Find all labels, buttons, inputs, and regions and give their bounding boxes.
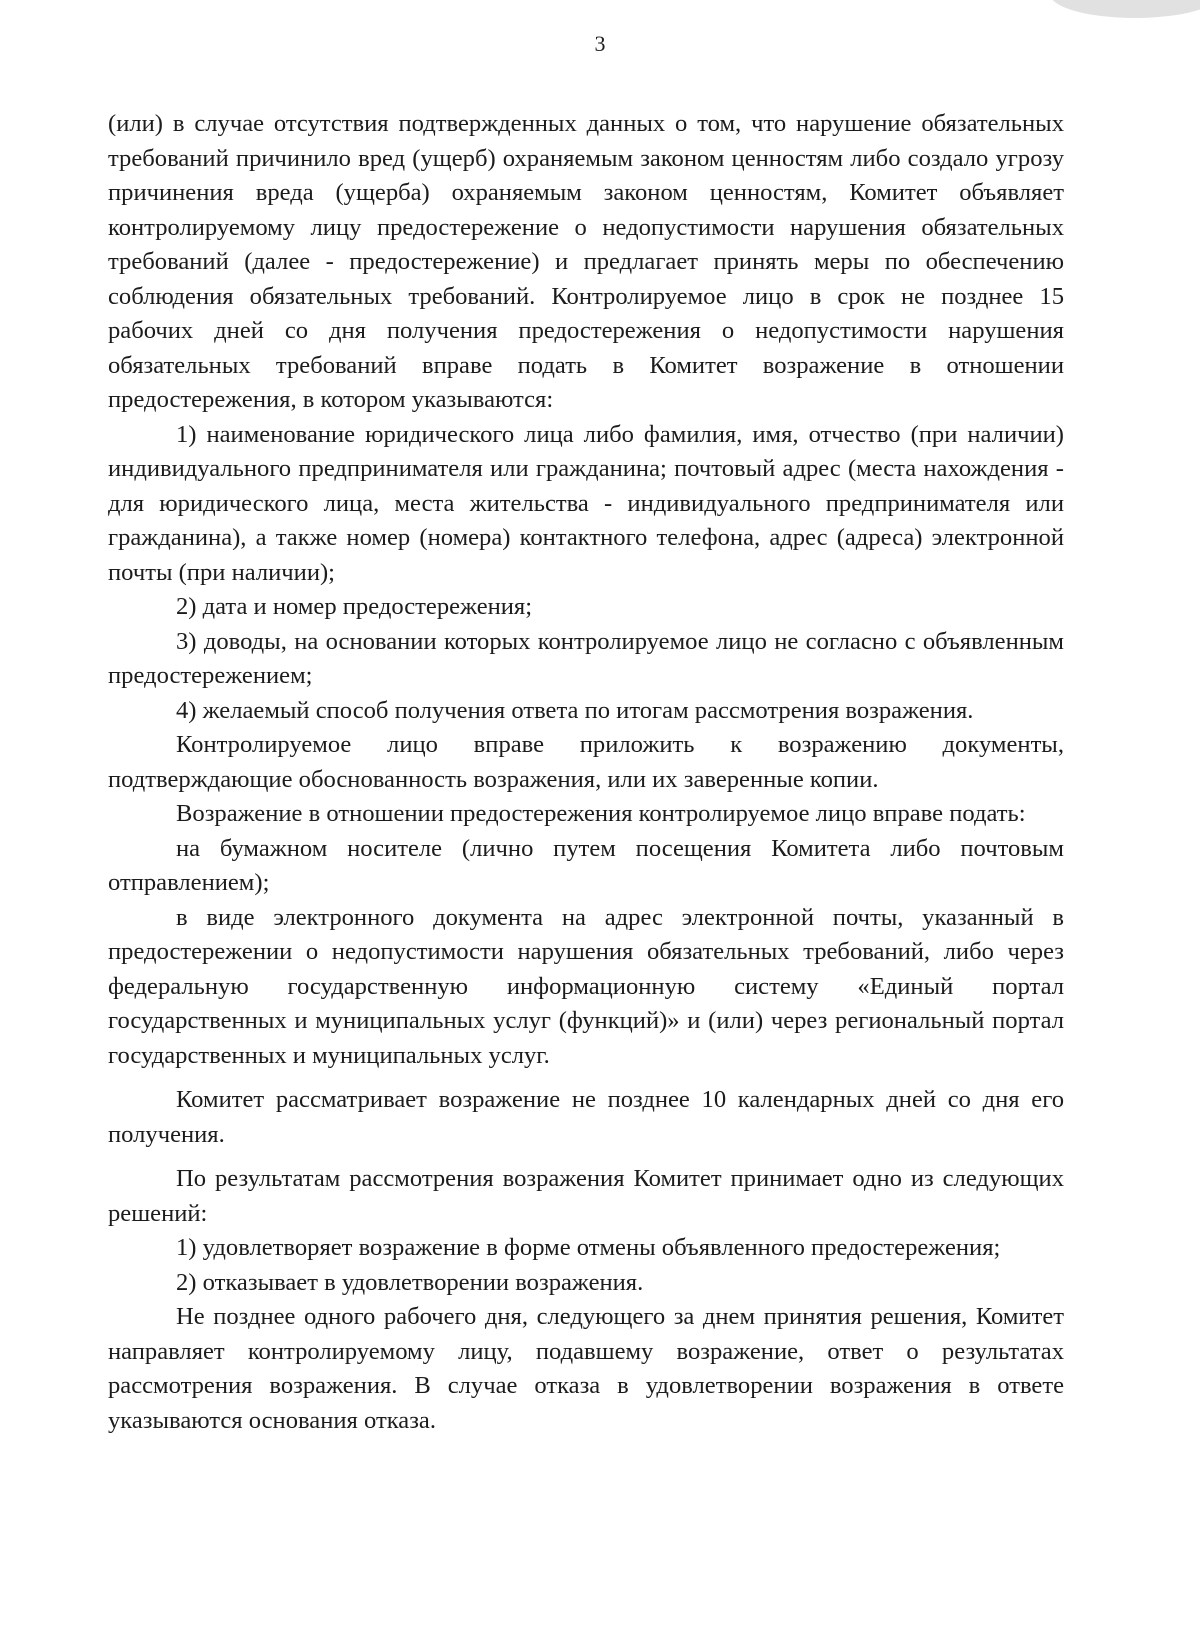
paragraph: (или) в случае отсутствия подтвержденных данных о том, что нарушение обязательных требований причинило вред (ущерб) охраняемым законом ценностям либо создало угрозу причинения вреда (ущерба) охраняемым законом ценностям, Комитет объявляет контролируемому лицу предостережение о недопустимости нарушения обязательных требований (далее - предостережение) и предлагает принять меры по обеспечению соблюдения обязательных требований. Контролируемое лицо в срок не позднее 15 рабочих дней со дня получения предостережения о недопустимости нарушения обязательных требований вправе подать в Комитет возражение в отношении предостережения, в котором указываются: [108, 110, 1064, 413]
scan-shadow [1050, 0, 1200, 18]
paragraph: Не позднее одного рабочего дня, следующего за днем принятия решения, Комитет направляет контролируемому лицу, подавшему возражение, ответ о результатах рассмотрения возражения. В случае отказа в удовлетворении возражения в ответе указываются основания отказа. [108, 1303, 1064, 1434]
paragraph: на бумажном носителе (лично путем посещения Комитета либо почтовым отправлением); [108, 834, 1064, 896]
document-body [108, 107, 1064, 1438]
paragraph: По результатам рассмотрения возражения Комитет принимает одно из следующих решений: [108, 1165, 1064, 1227]
paragraph: Комитет рассматривает возражение не позднее 10 календарных дней со дня его получения. [108, 1086, 1064, 1148]
paragraph: Возражение в отношении предостережения контролируемое лицо вправе подать: [176, 800, 1026, 827]
list-item: 1) наименование юридического лица либо фамилия, имя, отчество (при наличии) индивидуального предпринимателя или гражданина; почтовый адрес (места нахождения - для юридического лица, места жительства - индивидуального предпринимателя или гражданина), а также номер (номера) контактного телефона, адрес (адреса) электронной почты (при наличии); [108, 420, 1064, 586]
list-item: 4) желаемый способ получения ответа по итогам рассмотрения возражения. [176, 696, 974, 724]
page-number: 3 [594, 31, 606, 56]
list-item: 2) отказывает в удовлетворении возражения. [176, 1268, 644, 1296]
paragraph: в виде электронного документа на адрес электронной почты, указанный в предостережении о недопустимости нарушения обязательных требований, либо через федеральную государственную информационную систему «Единый портал государственных и муниципальных услуг (функций)» и (или) через региональный портал государственных и муниципальных услуг. [108, 903, 1064, 1069]
list-item: 1) удовлетворяет возражение в форме отмены объявленного предостережения; [176, 1234, 1001, 1261]
paragraph: Контролируемое лицо вправе приложить к возражению документы, подтверждающие обоснованность возражения, или их заверенные копии. [108, 731, 1064, 793]
list-item: 2) дата и номер предостережения; [176, 593, 533, 620]
list-item: 3) доводы, на основании которых контролируемое лицо не согласно с объявленным предостережением; [108, 627, 1064, 689]
